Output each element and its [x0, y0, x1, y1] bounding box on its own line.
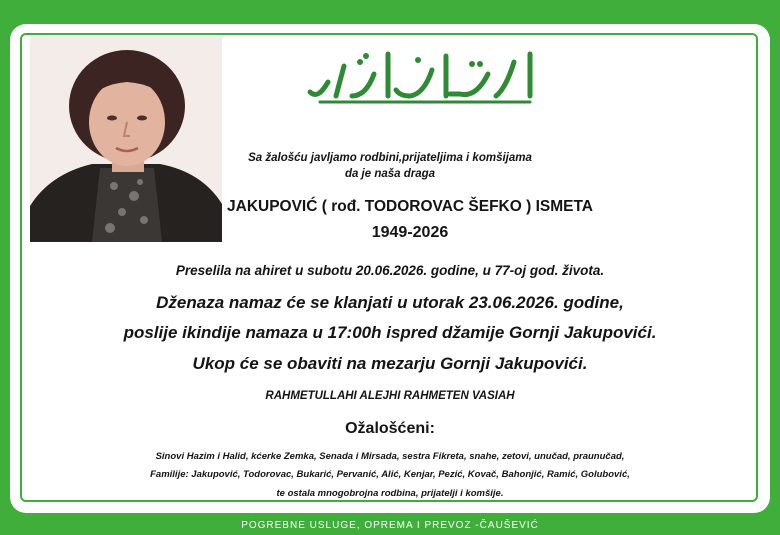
arabic-calligraphy-heading — [300, 44, 550, 112]
dzenaza-line-1: Dženaza namaz će se klanjati u utorak 23.06.2026. godine, — [156, 293, 624, 312]
intro-line-1: Sa žalošću javljamo rodbini,prijateljima i komšijama — [248, 152, 532, 164]
life-years: 1949-2026 — [371, 224, 449, 241]
mourners-line-2: Familije: Jakupović, Todorovac, Bukarić, Pervanić, Alić, Kenjar, Pezić, Kovač, Bahonjić, Ramić, Golubović, — [150, 469, 630, 480]
deceased-name: JAKUPOVIĆ ( rođ. TODOROVAC ŠEFKO ) ISMETA — [227, 198, 593, 215]
prayer-line: RAHMETULLAHI ALEJHI RAHMETEN VASIAH — [265, 390, 515, 402]
burial-line: Ukop će se obaviti na mezarju Gornji Jakupovići. — [192, 354, 588, 373]
dzenaza-line-2: poslije ikindije namaza u 17:00h ispred džamije Gornji Jakupovići. — [123, 323, 657, 342]
mourners-line-1: Sinovi Hazim i Halid, kćerke Zemka, Senada i Mirsada, sestra Fikreta, snahe, zetovi, unučad, praunučad, — [155, 451, 625, 462]
intro-line-2: da je naša draga — [344, 168, 436, 180]
passed-away-line: Preselila na ahiret u subotu 20.06.2026. godine, u 77-oj god. života. — [175, 263, 605, 278]
funeral-service-footer: POGREBNE USLUGE, OPREMA I PREVOZ -ČAUŠEVIĆ — [241, 520, 539, 531]
mourners-line-3: te ostala mnogobrojna rodbina, prijatelji i komšije. — [276, 488, 504, 499]
mourners-heading: Ožalošćeni: — [345, 420, 435, 437]
